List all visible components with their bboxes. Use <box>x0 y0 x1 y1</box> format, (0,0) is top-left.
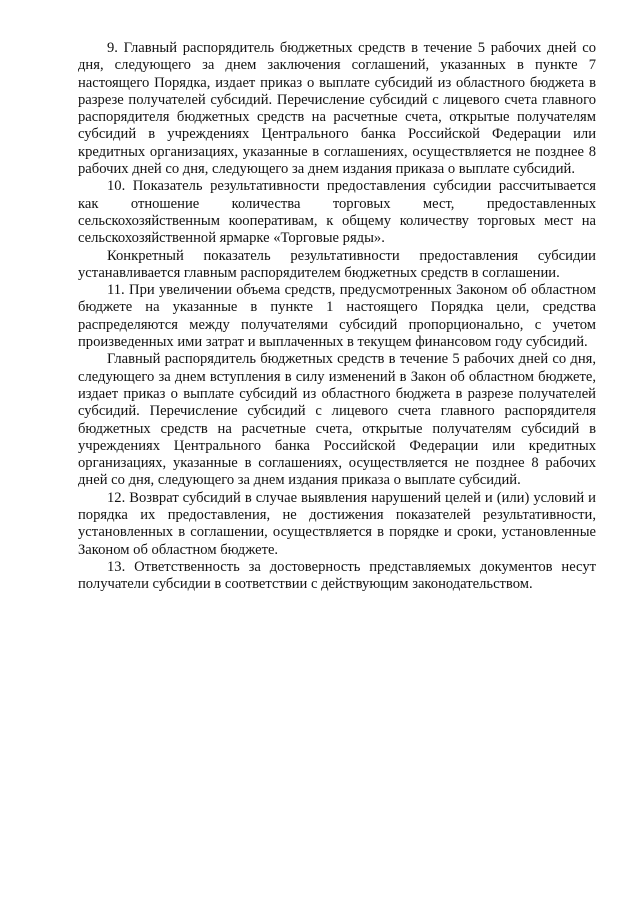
paragraph-10: 10. Показатель результативности предоставления субсидии рассчитывается как отношение количества торговых мест, предоставленных сельскохозяйственным кооперативам, к общему количеству торговых мест на сельскохозяйственной ярмарке «Торговые ряды». <box>78 178 596 247</box>
paragraph-9: 9. Главный распорядитель бюджетных средств в течение 5 рабочих дней со дня, следующего за днем заключения соглашений, указанных в пункте 7 настоящего Порядка, издает приказ о выплате субсидий из областного бюджета в разрезе получателей субсидий. Перечисление субсидий с лицевого счета главного распорядителя бюджетных средств на расчетные счета, открытые получателям субсидий в учреждениях Центрального банка Российской Федерации или кредитных организациях, указанные в соглашениях, осуществляется не позднее 8 рабочих дней со дня, следующего за днем издания приказа о выплате субсидий. <box>78 40 596 178</box>
paragraph-13: 13. Ответственность за достоверность представляемых документов несут получатели субсидии в соответствии с действующим законодательством. <box>78 558 596 593</box>
paragraph-12: 12. Возврат субсидий в случае выявления нарушений целей и (или) условий и порядка их предоставления, не достижения показателей результативности, установленных в соглашении, осуществляется в порядке и сроки, установленные Законом об областном бюджете. <box>78 489 596 558</box>
paragraph-10-indicator: Конкретный показатель результативности предоставления субсидии устанавливается главным распорядителем бюджетных средств в соглашении. <box>78 247 596 281</box>
paragraph-11: 11. При увеличении объема средств, предусмотренных Законом об областном бюджете на указанные в пункте 1 настоящего Порядка цели, средства распределяются между получателями субсидий пропорционально, с учетом произведенных ими затрат и выплаченных в текущем финансовом году субсидий. <box>78 282 596 351</box>
paragraph-11-order: Главный распорядитель бюджетных средств в течение 5 рабочих дней со дня, следующего за днем вступления в силу изменений в Закон об областном бюджете, издает приказ о выплате субсидий из областного бюджета в разрезе получателей субсидий. Перечисление субсидий с лицевого счета главного распорядителя бюджетных средств на расчетные счета, открытые получателям субсидий в учреждениях Центрального банка Российской Федерации или кредитных организациях, указанные в соглашениях, осуществляется не позднее 8 рабочих дней со дня, следующего за днем издания приказа о выплате субсидий. <box>78 351 596 489</box>
document-body <box>78 40 596 594</box>
